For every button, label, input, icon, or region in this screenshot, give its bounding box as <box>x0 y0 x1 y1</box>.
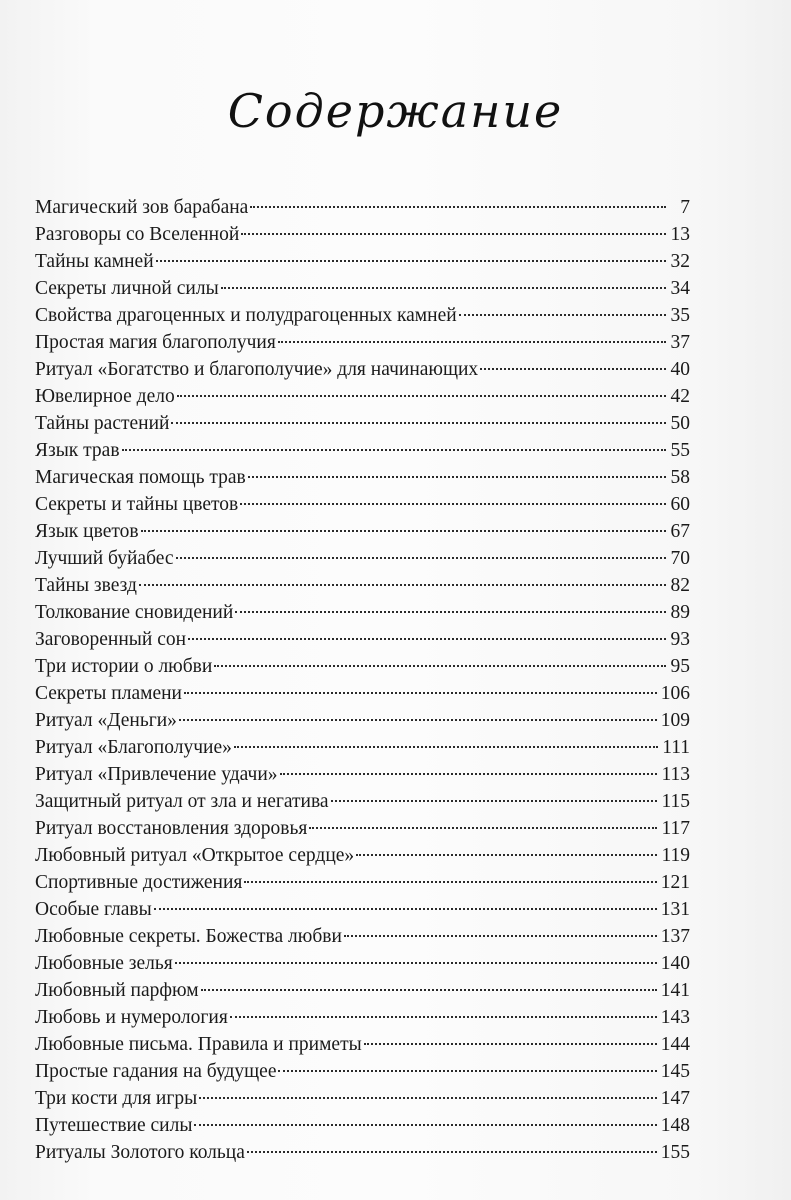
dot-leader <box>235 611 666 613</box>
toc-entry-page-number: 35 <box>670 305 690 326</box>
toc-entry-page-number: 137 <box>660 926 690 947</box>
dot-leader <box>280 773 658 775</box>
toc-entry <box>35 410 690 437</box>
toc-entry <box>35 464 690 491</box>
toc-entry-page-number: 155 <box>660 1142 690 1163</box>
toc-entry-page-number: 144 <box>660 1034 690 1055</box>
toc-entry <box>35 194 690 221</box>
toc-entry <box>35 977 690 1004</box>
toc-entry-title: Магический зов барабана <box>35 197 249 218</box>
toc-entry-page-number: 67 <box>670 521 690 542</box>
toc-entry-title: Любовь и нумерология <box>35 1007 228 1028</box>
toc-entry-title: Язык трав <box>35 440 120 461</box>
toc-entry-title: Ритуалы Золотого кольца <box>35 1142 245 1163</box>
toc-entry <box>35 599 690 626</box>
toc-entry <box>35 518 690 545</box>
toc-entry <box>35 653 690 680</box>
toc-entry <box>35 788 690 815</box>
toc-entry-title: Спортивные достижения <box>35 872 243 893</box>
toc-entry <box>35 275 690 302</box>
toc-entry-title: Любовный парфюм <box>35 980 199 1001</box>
toc-entry-title: Язык цветов <box>35 521 139 542</box>
dot-leader <box>480 368 666 370</box>
toc-entry-page-number: 145 <box>660 1061 690 1082</box>
toc-entry <box>35 761 690 788</box>
toc-entry-title: Ритуал «Деньги» <box>35 710 177 731</box>
toc-entry-title: Простая магия благополучия <box>35 332 276 353</box>
toc-entry-page-number: 109 <box>660 710 690 731</box>
toc-entry <box>35 1112 690 1139</box>
toc-entry-page-number: 40 <box>670 359 690 380</box>
toc-entry-page-number: 106 <box>660 683 690 704</box>
dot-leader <box>221 287 666 289</box>
dot-leader <box>176 557 666 559</box>
toc-entry-page-number: 70 <box>670 548 690 569</box>
toc-entry-page-number: 7 <box>680 197 690 218</box>
table-of-contents <box>35 194 690 1166</box>
toc-entry-page-number: 111 <box>662 737 690 758</box>
toc-entry-title: Путешествие силы <box>35 1115 193 1136</box>
toc-entry <box>35 626 690 653</box>
toc-entry-page-number: 58 <box>670 467 690 488</box>
toc-entry <box>35 680 690 707</box>
toc-entry <box>35 1031 690 1058</box>
toc-entry-title: Ритуал «Богатство и благополучие» для начинающих <box>35 359 479 380</box>
dot-leader <box>154 908 657 910</box>
toc-entry-title: Три истории о любви <box>35 656 213 677</box>
dot-leader <box>177 395 666 397</box>
toc-entry-page-number: 148 <box>660 1115 690 1136</box>
toc-entry <box>35 869 690 896</box>
dot-leader <box>199 1097 657 1099</box>
dot-leader <box>230 1016 657 1018</box>
dot-leader <box>344 935 657 937</box>
dot-leader <box>188 638 666 640</box>
toc-entry <box>35 1058 690 1085</box>
toc-entry-page-number: 34 <box>670 278 690 299</box>
toc-entry <box>35 923 690 950</box>
dot-leader <box>234 746 658 748</box>
toc-entry <box>35 842 690 869</box>
toc-entry-title: Толкование сновидений <box>35 602 234 623</box>
dot-leader <box>278 341 666 343</box>
toc-entry <box>35 896 690 923</box>
toc-entry <box>35 1004 690 1031</box>
toc-entry <box>35 815 690 842</box>
toc-entry-title: Тайны камней <box>35 251 154 272</box>
toc-entry <box>35 707 690 734</box>
page-title: Содержание <box>227 84 564 138</box>
toc-entry-title: Секреты пламени <box>35 683 182 704</box>
toc-entry-page-number: 113 <box>661 764 690 785</box>
toc-entry <box>35 248 690 275</box>
dot-leader <box>179 719 657 721</box>
toc-entry <box>35 329 690 356</box>
dot-leader <box>309 827 657 829</box>
toc-entry-title: Разговоры со Вселенной <box>35 224 240 245</box>
toc-entry-page-number: 115 <box>661 791 690 812</box>
dot-leader <box>247 1151 657 1153</box>
toc-entry-page-number: 13 <box>670 224 690 245</box>
dot-leader <box>356 854 657 856</box>
toc-entry-title: Магическая помощь трав <box>35 467 246 488</box>
toc-entry-page-number: 147 <box>660 1088 690 1109</box>
toc-entry <box>35 302 690 329</box>
toc-entry-title: Заговоренный сон <box>35 629 187 650</box>
toc-entry-title: Секреты личной силы <box>35 278 219 299</box>
dot-leader <box>364 1043 657 1045</box>
toc-entry-page-number: 117 <box>661 818 690 839</box>
toc-entry-title: Ритуал восстановления здоровья <box>35 818 308 839</box>
toc-entry-title: Ритуал «Благополучие» <box>35 737 232 758</box>
dot-leader <box>122 449 666 451</box>
toc-entry-page-number: 89 <box>670 602 690 623</box>
dot-leader <box>214 665 666 667</box>
toc-entry-title: Ювелирное дело <box>35 386 175 407</box>
dot-leader <box>156 260 666 262</box>
toc-entry <box>35 1085 690 1112</box>
toc-entry-title: Ритуал «Привлечение удачи» <box>35 764 278 785</box>
toc-entry <box>35 545 690 572</box>
toc-entry-title: Тайны растений <box>35 413 170 434</box>
dot-leader <box>241 233 666 235</box>
toc-entry-title: Любовные письма. Правила и приметы <box>35 1034 362 1055</box>
toc-entry-page-number: 82 <box>670 575 690 596</box>
toc-entry-title: Тайны звезд <box>35 575 137 596</box>
toc-entry-page-number: 95 <box>670 656 690 677</box>
toc-entry-page-number: 141 <box>660 980 690 1001</box>
toc-entry-page-number: 131 <box>660 899 690 920</box>
dot-leader <box>141 530 666 532</box>
toc-entry-page-number: 60 <box>670 494 690 515</box>
dot-leader <box>240 503 666 505</box>
toc-entry-page-number: 93 <box>670 629 690 650</box>
toc-entry-page-number: 140 <box>660 953 690 974</box>
toc-entry <box>35 221 690 248</box>
dot-leader <box>459 314 666 316</box>
toc-entry-page-number: 50 <box>670 413 690 434</box>
dot-leader <box>139 584 666 586</box>
toc-entry-page-number: 37 <box>670 332 690 353</box>
toc-entry <box>35 572 690 599</box>
toc-entry-page-number: 55 <box>670 440 690 461</box>
dot-leader <box>175 962 657 964</box>
toc-entry-title: Свойства драгоценных и полудрагоценных камней <box>35 305 457 326</box>
dot-leader <box>171 422 666 424</box>
toc-entry-title: Секреты и тайны цветов <box>35 494 239 515</box>
toc-entry-page-number: 42 <box>670 386 690 407</box>
toc-entry-title: Особые главы <box>35 899 152 920</box>
toc-entry-title: Любовный ритуал «Открытое сердце» <box>35 845 355 866</box>
dot-leader <box>244 881 656 883</box>
dot-leader <box>184 692 657 694</box>
dot-leader <box>331 800 658 802</box>
dot-leader <box>278 1070 656 1072</box>
dot-leader <box>194 1124 656 1126</box>
toc-entry <box>35 491 690 518</box>
dot-leader <box>250 206 666 208</box>
toc-entry <box>35 950 690 977</box>
dot-leader <box>201 989 657 991</box>
toc-entry <box>35 1139 690 1166</box>
toc-entry <box>35 734 690 761</box>
toc-entry-page-number: 119 <box>661 845 690 866</box>
toc-entry <box>35 356 690 383</box>
toc-entry-title: Простые гадания на будущее <box>35 1061 277 1082</box>
toc-entry-title: Лучший буйабес <box>35 548 174 569</box>
toc-entry-page-number: 32 <box>670 251 690 272</box>
toc-entry-title: Любовные зелья <box>35 953 173 974</box>
toc-entry-page-number: 121 <box>660 872 690 893</box>
toc-entry-title: Три кости для игры <box>35 1088 198 1109</box>
toc-entry <box>35 437 690 464</box>
toc-entry-title: Защитный ритуал от зла и негатива <box>35 791 329 812</box>
toc-entry-page-number: 143 <box>660 1007 690 1028</box>
toc-entry <box>35 383 690 410</box>
dot-leader <box>248 476 666 478</box>
toc-entry-title: Любовные секреты. Божества любви <box>35 926 342 947</box>
